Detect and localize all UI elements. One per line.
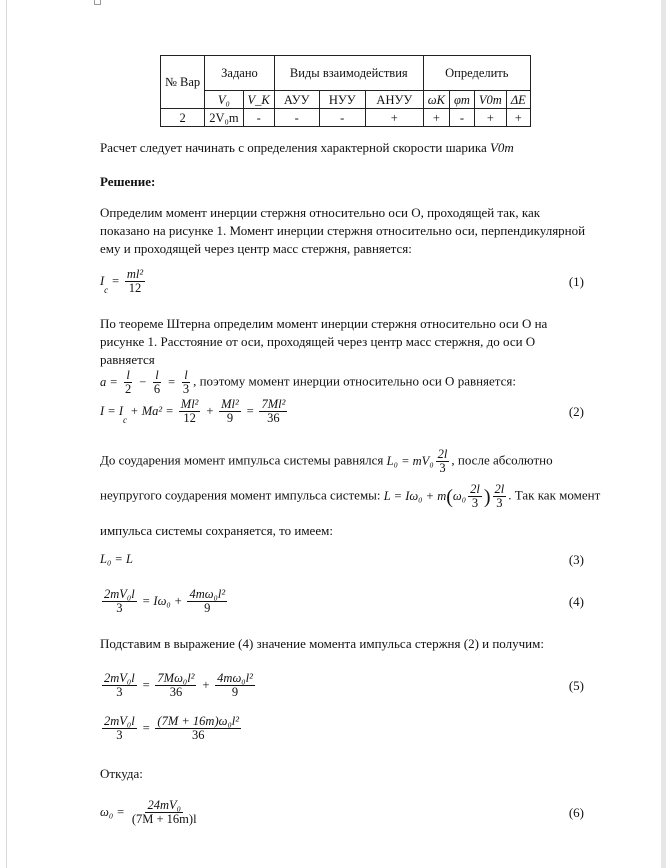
cell: + [506,109,530,127]
formula-term: = [138,678,154,692]
equation-number: (3) [568,551,584,567]
formula-3 [100,552,584,567]
equation-number: (5) [568,677,584,693]
formula-term: = [108,274,123,288]
formula-term: ) [483,485,491,508]
formula-term: − [135,375,150,389]
paragraph-3-line2 [100,483,600,510]
header-var: № Вар [161,56,205,109]
formula-term: + [202,404,218,418]
variant-table [160,55,531,127]
denominator: 36 [267,411,280,425]
numerator: 7Mω₀l² [157,671,195,685]
formula-term: + [198,678,214,692]
fraction [179,398,201,425]
fraction [259,398,287,425]
numerator: ml² [126,267,144,281]
p3-c: неупругого соударения момент импульса системы: [100,487,381,503]
fraction [123,369,133,396]
cell: - [319,109,365,127]
col-v0m: V0m [474,91,506,109]
paragraph-2-tail: , поэтому момент инерции относительно оси О равняется: [193,373,517,389]
header-interaction: Виды взаимодействия [274,56,423,91]
numerator: 2mV₀l [104,671,135,685]
denominator: 3 [116,728,123,742]
solution-heading: Решение: [100,174,156,189]
numerator: 2mV₀l [104,714,135,728]
header-determine: Определить [423,56,530,91]
numerator: 4mω₀l² [217,671,253,685]
equation-number: (4) [568,593,584,609]
numerator: Ml² [180,397,199,411]
col-anuu: АНУУ [365,91,423,109]
page-corner-marker [94,0,101,5]
formula-term: L = Iω₀ + m [383,489,447,503]
p3-d: . Так как момент [508,487,601,503]
formula-5b [100,715,584,742]
col-auu: АУУ [274,91,319,109]
numerator: Ml² [221,397,239,411]
formula-term: ( [446,485,453,508]
intro-label: Расчет следует начинать с определения характерной скорости шарика [100,140,487,155]
denominator: 2 [124,382,132,396]
formula-term: = [164,375,179,389]
numerator: 2l [494,482,505,496]
formula-term: a = [100,375,121,389]
denominator: 3 [439,461,446,475]
formula-1 [100,268,584,295]
formula-term: I [100,274,105,288]
formula-term: = Iω₀ + [138,594,186,608]
formula-term: c [104,285,109,295]
fraction [130,799,199,826]
numerator: l [126,368,130,382]
equation-number: (2) [568,403,584,419]
cell: + [365,109,423,127]
fraction [155,672,196,699]
denominator: 9 [231,685,239,699]
denominator: (7M + 16m)l [131,812,197,826]
formula-term: ω₀ = [100,805,128,819]
denominator: 12 [183,411,196,425]
formula-5 [100,672,584,699]
col-vk: V_K [243,91,274,109]
fraction [152,369,162,396]
formula-l0 [387,448,452,475]
fraction [155,715,241,742]
formula-term: ω₀ [452,489,467,503]
numerator: 7Ml² [261,397,286,411]
formula-term: L₀ = L [100,552,133,566]
denominator: 3 [116,685,123,699]
cell: 2 [161,109,205,127]
paragraph-5: Откуда: [100,766,143,781]
denominator: 3 [182,382,190,396]
denominator: 3 [116,601,123,615]
denominator: 36 [191,728,205,742]
paragraph-3 [100,448,553,475]
fraction [215,672,255,699]
cell: + [474,109,506,127]
formula-2 [100,398,584,425]
fraction [102,588,137,615]
denominator: 9 [204,601,211,615]
numerator: (7M + 16m)ω₀l² [157,714,240,728]
fraction [219,398,241,425]
formula-a [100,369,193,396]
p3-a: До соударения момент импульса системы равнялся [100,452,384,468]
formula-term: c [123,415,128,425]
denominator: 3 [496,496,503,510]
denominator: 3 [471,496,479,510]
denominator: 9 [226,411,234,425]
fraction [102,672,137,699]
equation-number: (1) [568,273,584,289]
paragraph-2 [100,315,586,396]
numerator: 4mω₀l² [189,587,226,601]
formula-term: L₀ = mV₀ [386,454,434,468]
formula-6 [100,799,584,826]
denominator: 6 [153,382,161,396]
fraction [181,369,191,396]
paragraph-1: Определим момент инерции стержня относительно оси О, проходящей так, как показано на рисунке 1. Момент инерции стержня относительно оси, перпендикулярной ему и проходящей через центр масс стержня, равняется: [100,205,586,256]
p3-b: , после абсолютно [451,452,553,468]
formula-term: + Ma² = [127,404,177,418]
col-nuu: НУУ [319,91,365,109]
cell: 2V₀m [205,109,243,127]
fraction [187,588,227,615]
col-omega: ωK [423,91,449,109]
equation-number: (6) [568,804,584,820]
formula-term: = [138,721,154,735]
paragraph-2-text: По теореме Штерна определим момент инерции стержня относительно оси О на рисунке 1. Расстояние от оси, проходящей через центр масс стержня, до оси О равняется [100,316,548,367]
numerator: l [155,368,159,382]
col-v0: V₀ [205,91,243,109]
numerator: l [184,368,188,382]
col-phi: φm [449,91,474,109]
numerator: 2mV₀l [104,587,135,601]
numerator: 2l [437,447,448,461]
fraction [125,268,145,295]
cell: + [423,109,449,127]
denominator: 12 [128,281,142,295]
fraction [493,483,507,510]
fraction [102,715,137,742]
formula-term: = [242,404,258,418]
intro-text [100,139,514,157]
formula-term: I = I [100,404,124,418]
formula-l [384,483,508,510]
paragraph-4: Подставим в выражение (4) значение момента импульса стержня (2) и получим: [100,636,544,651]
cell: - [274,109,319,127]
cell: - [449,109,474,127]
numerator: 24mV₀ [147,798,181,812]
paragraph-3-line3: импульса системы сохраняется, то имеем: [100,523,333,538]
fraction [468,483,482,510]
formula-4 [100,588,584,615]
header-given: Задано [205,56,275,91]
col-de: ΔE [506,91,530,109]
cell: - [243,109,274,127]
window-edge [661,0,666,868]
denominator: 36 [169,685,183,699]
fraction [436,448,450,475]
intro-symbol: V0m [489,140,514,155]
numerator: 2l [470,482,480,496]
